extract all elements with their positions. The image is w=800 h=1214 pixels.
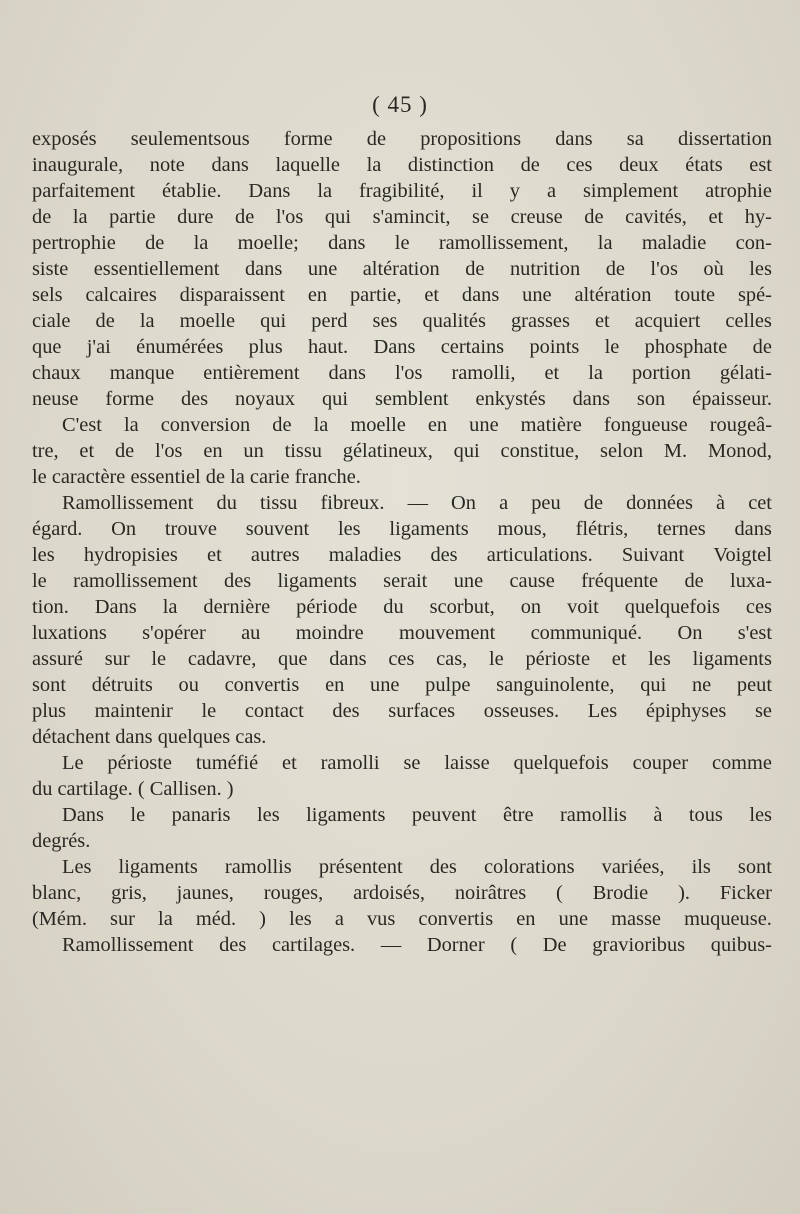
text-line: Dans le panaris les ligaments peuvent être ramollis à tous les (62, 804, 772, 826)
text-line: tion. Dans la dernière période du scorbut, on voit quelquefois ces (32, 596, 772, 618)
text-line: égard. On trouve souvent les ligaments mous, flétris, ternes dans (32, 518, 772, 540)
text-line: inaugurale, note dans laquelle la distinction de ces deux états est (32, 154, 772, 176)
text-line: blanc, gris, jaunes, rouges, ardoisés, noirâtres ( Brodie ). Ficker (32, 882, 772, 904)
text-line: le ramollissement des ligaments serait une cause fréquente de luxa- (32, 570, 772, 592)
text-line: degrés. (32, 830, 91, 852)
text-line: détachent dans quelques cas. (32, 726, 267, 748)
text-line: Les ligaments ramollis présentent des colorations variées, ils sont (62, 856, 772, 878)
body-text (32, 126, 772, 958)
text-line: exposés seulementsous forme de propositions dans sa dissertation (32, 128, 772, 150)
text-line: siste essentiellement dans une altération de nutrition de l'os où les (32, 258, 772, 280)
text-line: luxations s'opérer au moindre mouvement communiqué. On s'est (32, 622, 772, 644)
text-line: le caractère essentiel de la carie franche. (32, 466, 361, 488)
text-line: du cartilage. ( Callisen. ) (32, 778, 234, 800)
text-line: Le périoste tuméfié et ramolli se laisse quelquefois couper comme (62, 752, 772, 774)
text-line: les hydropisies et autres maladies des articulations. Suivant Voigtel (32, 544, 772, 566)
text-line: Ramollissement des cartilages. — Dorner ( De gravioribus quibus- (62, 934, 772, 956)
text-line: plus maintenir le contact des surfaces osseuses. Les épiphyses se (32, 700, 772, 722)
text-line: Ramollissement du tissu fibreux. — On a peu de données à cet (62, 492, 772, 514)
text-line: neuse forme des noyaux qui semblent enkystés dans son épaisseur. (32, 388, 772, 410)
text-line: de la partie dure de l'os qui s'amincit, se creuse de cavités, et hy- (32, 206, 772, 228)
page-number: ( 45 ) (372, 92, 428, 117)
text-line: tre, et de l'os en un tissu gélatineux, qui constitue, selon M. Monod, (32, 440, 772, 462)
text-line: chaux manque entièrement dans l'os ramolli, et la portion gélati- (32, 362, 772, 384)
text-line: sont détruits ou convertis en une pulpe sanguinolente, qui ne peut (32, 674, 772, 696)
text-line: parfaitement établie. Dans la fragibilité, il y a simplement atrophie (32, 180, 772, 202)
text-line: pertrophie de la moelle; dans le ramollissement, la maladie con- (32, 232, 772, 254)
text-line: C'est la conversion de la moelle en une matière fongueuse rougeâ- (62, 414, 772, 436)
text-line: ciale de la moelle qui perd ses qualités grasses et acquiert celles (32, 310, 772, 332)
text-line: assuré sur le cadavre, que dans ces cas, le périoste et les ligaments (32, 648, 772, 670)
text-line: sels calcaires disparaissent en partie, et dans une altération toute spé- (32, 284, 772, 306)
text-line: que j'ai énumérées plus haut. Dans certains points le phosphate de (32, 336, 772, 358)
text-line: (Mém. sur la méd. ) les a vus convertis en une masse muqueuse. (32, 908, 772, 930)
